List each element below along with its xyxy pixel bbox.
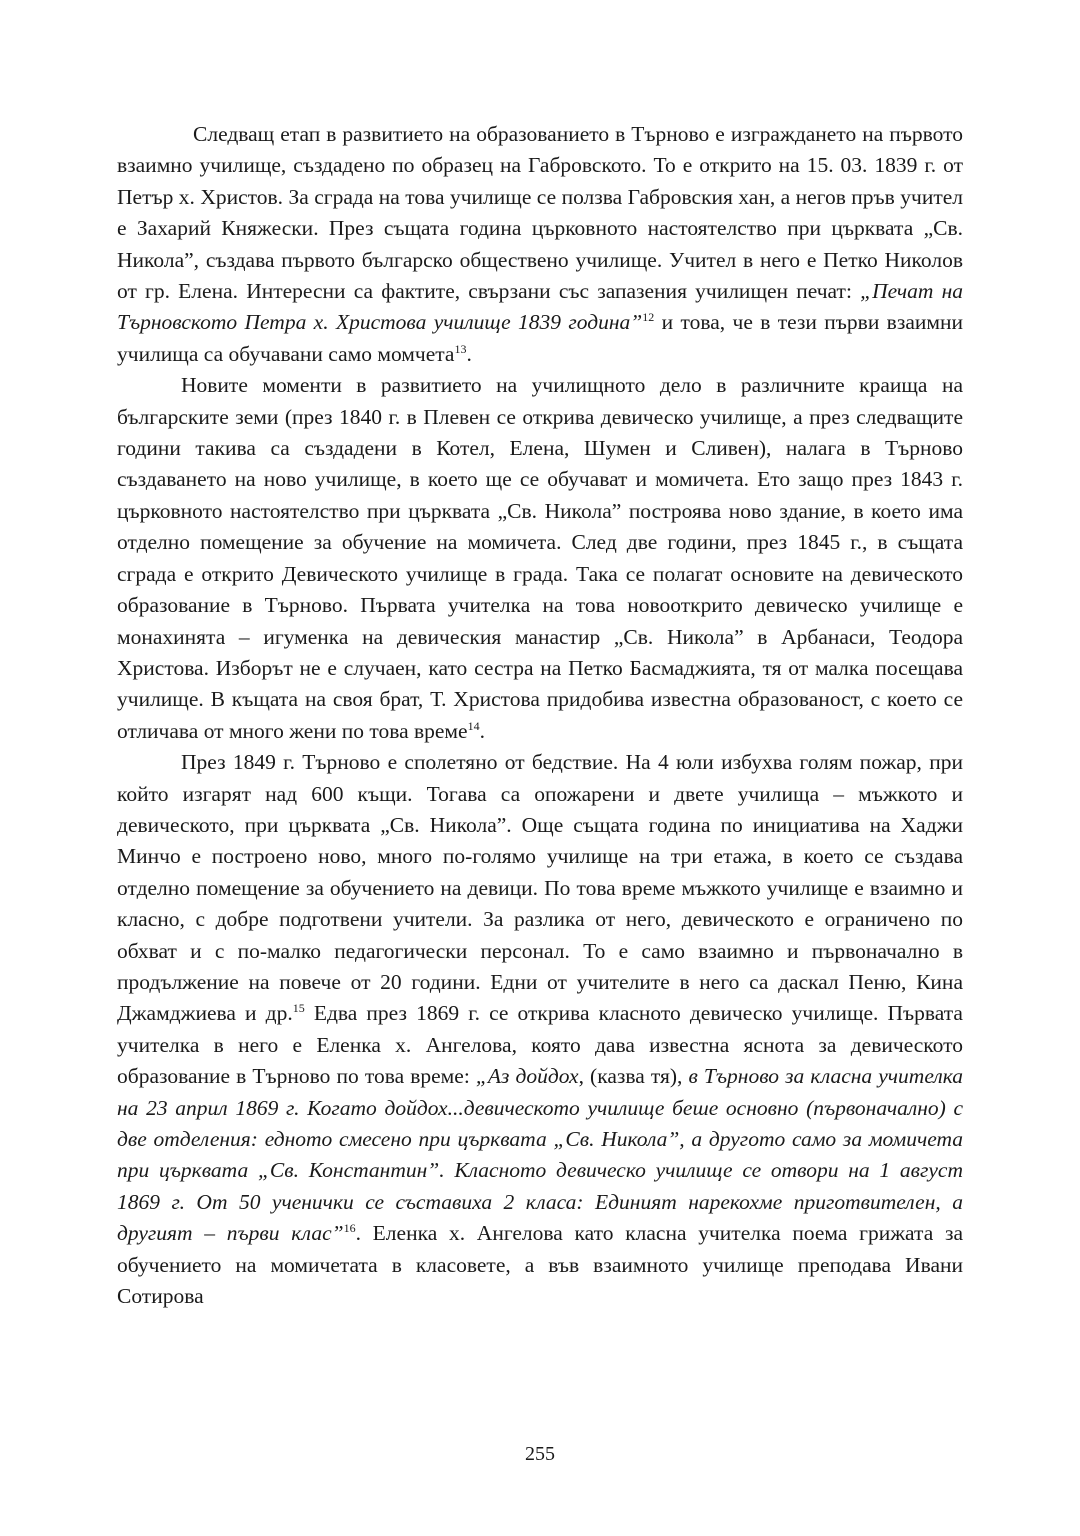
paragraph-1 (117, 119, 963, 370)
paragraph-2 (117, 370, 963, 747)
footnote-ref-13: 13 (454, 341, 467, 356)
paragraph-3-quote-a: „Аз дойдох (475, 1064, 579, 1089)
footnote-ref-14: 14 (467, 718, 480, 733)
paragraph-3-quote-b: в Търново за класна учителка на 23 април 1869 г. Когато дойдох...девическото училище беше основно (първоначално) с две отделения: едното смесено при църквата „Св. Никола”, а другото само за момичета при църквата „Св. Константин”. Класното девическо училище се отвори на 1 август 1869 г. От 50 ученички се съставиха 2 класа: Единият нарекохме приготвителен, а другият – първи клас” (117, 1064, 963, 1246)
paragraph-1-text-a: Следващ етап в развитието на образованието в Търново е изграждането на първото взаимно училище, създадено по образец на Габровското. То е открито на 15. 03. 1839 г. от Петър х. Христов. За сграда на това училище се ползва Габровския хан, а негов пръв учител е Захарий Княжески. През същата година църковното настоятелство при църквата „Св. Никола”, създава първото българско обществено училище. Учител в него е Петко Николов от гр. Елена. Интересни са фактите, свързани със запазения училищен печат: (117, 122, 963, 304)
page-number: 255 (525, 1443, 555, 1465)
page-body (117, 119, 963, 1312)
paragraph-2-text-b: . (479, 718, 485, 743)
paragraph-3-text-d: . Еленка х. Ангелова като класна учителка поема грижата за обучението на момичетата в класовете, а във взаимното училище преподава Ивани Сотирова (117, 1221, 963, 1309)
footnote-ref-15: 15 (292, 1001, 305, 1016)
paragraph-3-text-c: , (казва тя), (578, 1064, 689, 1089)
paragraph-2-text-a: Новите моменти в развитието на училищното дело в различните краища на българските земи (през 1840 г. в Плевен се открива девическо училище, а през следващите години такива са създадени в Котел, Елена, Шумен и Сливен), налага в Търново създаването на ново училище, в което ще се обучават и момичета. Ето защо през 1843 г. църковното настоятелство при църквата „Св. Никола” построява ново здание, в което има отделно помещение за обучение на момичета. След две години, през 1845 г., в същата сграда е открито Девическото училище в града. Така се полагат основите на девическото образование в Търново. Първата учителка на това новооткрито девическо училище е монахинята – игуменка на девическия манастир „Св. Никола” в Арбанаси, Теодора Христова. Изборът не е случаен, като сестра на Петко Басмаджията, тя от малка посещава училище. В къщата на своя брат, Т. Христова придобива известна образованост, с което се отличава от много жени по това време (117, 373, 963, 743)
footnote-ref-12: 12 (642, 310, 655, 325)
footnote-ref-16: 16 (343, 1221, 356, 1236)
paragraph-3 (117, 747, 963, 1312)
paragraph-3-text-a: През 1849 г. Търново е сполетяно от бедствие. На 4 юли избухва голям пожар, при който изгарят над 600 къщи. Тогава са опожарени и двете училища – мъжкото и девическото, при църквата „Св. Никола”. Още същата година по инициатива на Хаджи Минчо е построено ново, много по-голямо училище на три етажа, в което се създава отделно помещение за обучението на девици. По това време мъжкото училище е взаимно и класно, с добре подготвени учители. За разлика от него, девическото е ограничено по обхват и с по-малко педагогически персонал. То е само взаимно и първоначално в продължение на повече от 20 години. Едни от учителите в него са даскал Пеню, Кина Джамджиева и др. (117, 750, 963, 1026)
paragraph-3-text-b: Едва през 1869 г. се открива класното девическо училище. Първата учителка в него е Еленка х. Ангелова, която дава известна яснота за девическото образование в Търново по това време: (117, 1001, 963, 1089)
paragraph-1-text-b: и това, че в тези първи взаимни училища са обучавани само момчета (117, 310, 963, 366)
paragraph-1-text-c: . (466, 341, 472, 366)
paragraph-1-seal-quote: „Печат на Търновското Петра х. Христова училище 1839 година” (117, 279, 963, 335)
